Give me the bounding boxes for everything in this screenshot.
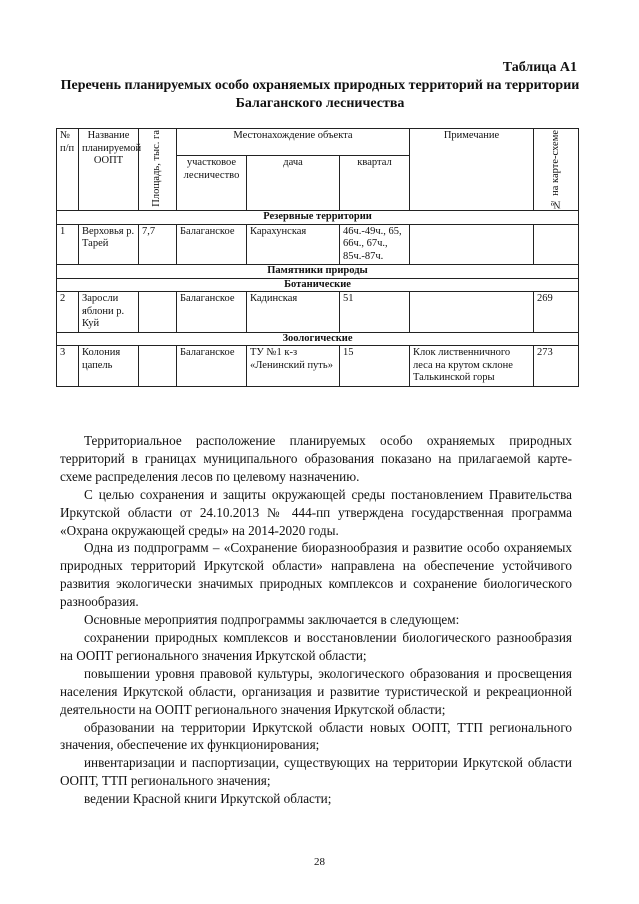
cell-name: Верховья р. Тарей (79, 224, 139, 265)
header-area (139, 129, 177, 211)
paragraph: Одна из подпрограмм – «Сохранение биоразнообразия и развитие особо охраняемых природных территорий Иркутской области» направлена на обеспечение устойчивого развития экологически значимых природных комплексов и сохранение биологического разнообразия. (60, 540, 572, 610)
table-row (57, 224, 579, 265)
header-area-text: Площадь, тыс. га (151, 130, 163, 207)
cell-forestry: Балаганское (177, 224, 247, 265)
cell-quarter: 51 (340, 292, 410, 333)
section-row (57, 265, 579, 279)
cell-num: 2 (57, 292, 79, 333)
list-item: инвентаризации и паспортизации, существующих на территории Иркутской области ООПТ, ТТП регионального значения; (60, 755, 572, 789)
section-row (57, 278, 579, 292)
cell-name: Колония цапель (79, 346, 139, 387)
list-item: образовании на территории Иркутской области новых ООПТ, ТТП регионального значения, обеспечение их функционирования; (60, 719, 572, 753)
paragraph: Территориальное расположение планируемых особо охраняемых природных территорий в границах муниципального образования показано на прилагаемой карте-схеме распределения лесов по целевому назначению. (60, 433, 572, 484)
cell-num: 1 (57, 224, 79, 265)
cell-note (410, 224, 534, 265)
cell-note: Клок лиственничного леса на крутом склоне Талькинской горы (410, 346, 534, 387)
cell-area (139, 346, 177, 387)
section-monuments: Памятники природы (57, 265, 579, 279)
cell-num: 3 (57, 346, 79, 387)
table-row (57, 292, 579, 333)
header-dacha: дача (247, 156, 340, 211)
cell-name: Заросли яблони р. Куй (79, 292, 139, 333)
list-item: сохранении природных комплексов и восстановлении биологического разнообразия на ООПТ регионального значения Иркутской области; (60, 629, 572, 663)
header-quarter: квартал (340, 156, 410, 211)
cell-dacha: Кадинская (247, 292, 340, 333)
cell-area: 7,7 (139, 224, 177, 265)
cell-map-no (534, 224, 579, 265)
cell-forestry: Балаганское (177, 346, 247, 387)
cell-dacha: ТУ №1 к-з «Ленинский путь» (247, 346, 340, 387)
table-header-row (57, 129, 579, 156)
section-reserve: Резервные территории (57, 211, 579, 225)
header-name: Название планируемой ООПТ (79, 129, 139, 211)
header-location: Местонахождение объекта (177, 129, 410, 156)
header-map-no-text: № на карте-схеме (549, 130, 561, 210)
cell-dacha: Карахунская (247, 224, 340, 265)
section-botanical: Ботанические (57, 278, 579, 292)
cell-map-no: 269 (534, 292, 579, 333)
paragraph: С целью сохранения и защиты окружающей среды постановлением Правительства Иркутской области от 24.10.2013 № 444-пп утверждена государственная программа «Охрана окружающей среды» на 2014-2020 годы. (60, 486, 572, 538)
cell-quarter: 15 (340, 346, 410, 387)
header-note: Примечание (410, 129, 534, 211)
header-forestry: участковое лесничество (177, 156, 247, 211)
protected-areas-table (56, 128, 579, 387)
section-zoological: Зоологические (57, 332, 579, 346)
body-text (60, 432, 572, 808)
section-row (57, 332, 579, 346)
cell-quarter: 46ч.-49ч., 65, 66ч., 67ч., 85ч.-87ч. (340, 224, 410, 265)
table-row (57, 346, 579, 387)
table-label: Таблица А1 (502, 60, 577, 75)
header-map-no (534, 129, 579, 211)
cell-map-no: 273 (534, 346, 579, 387)
header-num: № п/п (57, 129, 79, 211)
cell-note (410, 292, 534, 333)
page-number: 28 (314, 856, 325, 868)
list-item: повышении уровня правовой культуры, экологического образования и просвещения населения Иркутской области, организация и развитие туристической и рекреационной деятельности на ООПТ регионального значения Иркутской области; (60, 665, 572, 717)
cell-area (139, 292, 177, 333)
section-row (57, 211, 579, 225)
table-title: Перечень планируемых особо охраняемых природных территорий на территории Балаганского лесничества (60, 78, 580, 111)
cell-forestry: Балаганское (177, 292, 247, 333)
paragraph: Основные мероприятия подпрограммы заключается в следующем: (84, 612, 460, 628)
list-item: ведении Красной книги Иркутской области; (84, 791, 332, 807)
